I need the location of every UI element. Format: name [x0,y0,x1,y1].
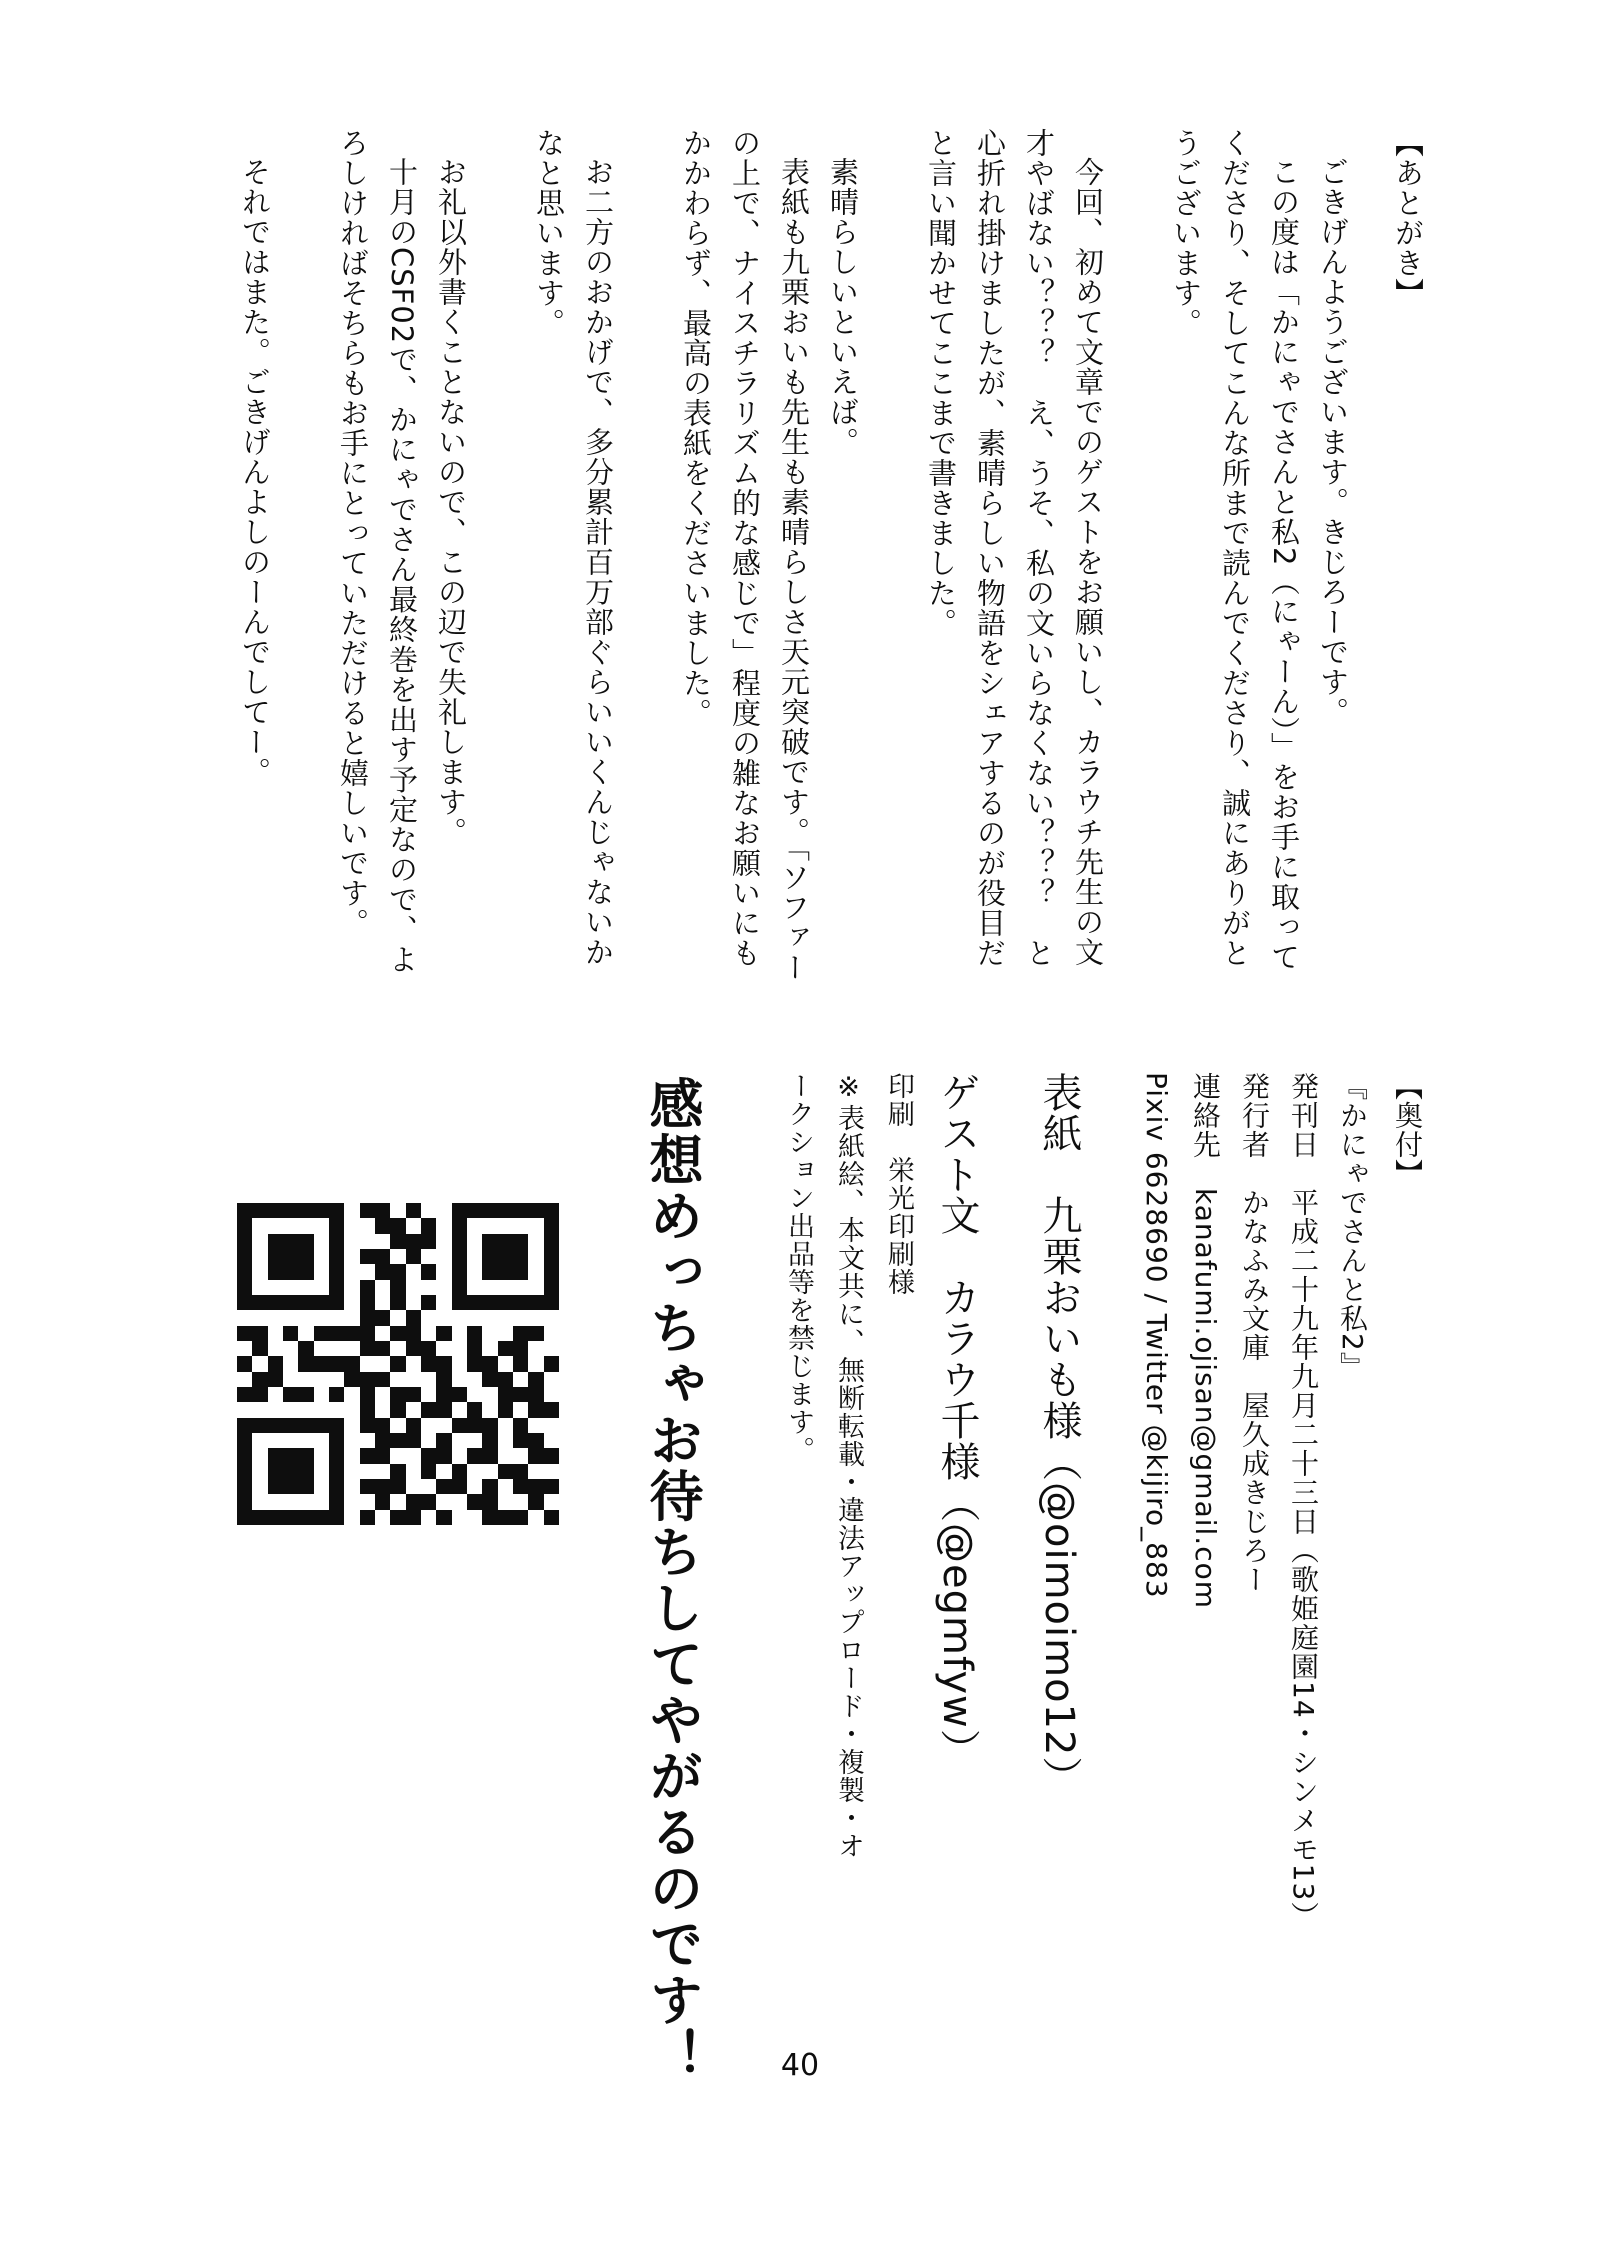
colophon-section [1132,1072,1432,2002]
afterword-column-blank [475,128,524,1008]
afterword-column: かかわらず、最高の表紙をくださいました。 [679,128,713,728]
colophon-social-accounts: Pixiv 6628690 / Twitter @kijiro_883 [1140,1072,1173,1599]
afterword-column: くださり、そしてこんな所まで読んでくださり、誠にありがと [1218,128,1252,968]
afterword-column: 心折れ掛けましたが、素晴らしい物語をシェアするのが役目だ [973,128,1007,968]
afterword-column: 十月のCSF02で、かにゃでさん最終巻を出す予定なので、よ [385,157,419,975]
afterword-column: なと思います。 [532,128,566,338]
afterword-column-blank [1112,128,1161,1008]
colophon-publisher: 発行者 かなふみ文庫 屋久成きじろー [1238,1072,1271,1594]
disclaimer-column: ※表紙絵、本文共に、無断転載・違法アップロード・複製・オ [833,1072,864,1860]
afterword-section [230,128,1432,1008]
afterword-column: 素晴らしいといえば。 [826,157,860,457]
feedback-message: 感想めっちゃお待ちしてやがるのです！ [641,1076,704,2084]
afterword-column: 才やばない？？？ え、うそ、私の文いらなくない？？？ と [1022,128,1056,968]
qr-code [237,1203,559,1525]
credit-printer: 印刷 栄光印刷様 [883,1072,914,1296]
afterword-column-blank [279,128,328,1008]
disclaimer-column: ークション出品等を禁じます。 [783,1072,814,1464]
afterword-column: うございます。 [1169,128,1203,338]
afterword-column: お礼以外書くことないので、この辺で失礼します。 [434,157,468,847]
colophon-pub-date: 発刊日 平成二十九年九月二十三日（歌姫庭園14・シンメモ13） [1287,1072,1320,1931]
afterword-column: 今回、初めて文章でのゲストをお願いし、カラウチ先生の文 [1071,157,1105,967]
credits-section [773,1072,1085,2022]
credit-guest-writer: ゲスト文 カラウ千様（@egmfyw） [934,1072,980,1770]
afterword-column: ごきげんようございます。きじろーです。 [1316,157,1350,727]
afterword-column: 表紙も九栗おいも先生も素晴らしさ天元突破です。「ソファー [777,157,811,983]
afterword-column: と言い聞かせてここまで書きました。 [924,128,958,638]
afterword-column: の上で、ナイスチラリズム的な感じで」程度の雑なお願いにも [728,128,762,968]
afterword-column-blank [867,128,916,1008]
page-number: 40 [780,2048,820,2083]
afterword-column: お二方のおかげで、多分累計百万部ぐらいいくんじゃないか [581,157,615,967]
afterword-column: ろしければそちらもお手にとっていただけると嬉しいです。 [336,128,370,938]
afterword-heading: 【あとがき】 [1391,128,1425,308]
credit-cover-artist: 表紙 九栗おいも様（@oimoimo12） [1036,1072,1082,1798]
afterword-column: この度は「かにゃでさんと私2（にゃーん）」をお手に取って [1267,157,1301,972]
afterword-column: それではまた。ごきげんよしのーんでしてー。 [238,157,272,787]
afterword-column-blank [622,128,671,1008]
colophon-contact-email: 連絡先 kanafumi.ojisan@gmail.com [1189,1072,1222,1609]
colophon-heading: 【奥付】 [1391,1072,1424,1188]
colophon-title: 『かにゃでさんと私2』 [1336,1072,1369,1381]
